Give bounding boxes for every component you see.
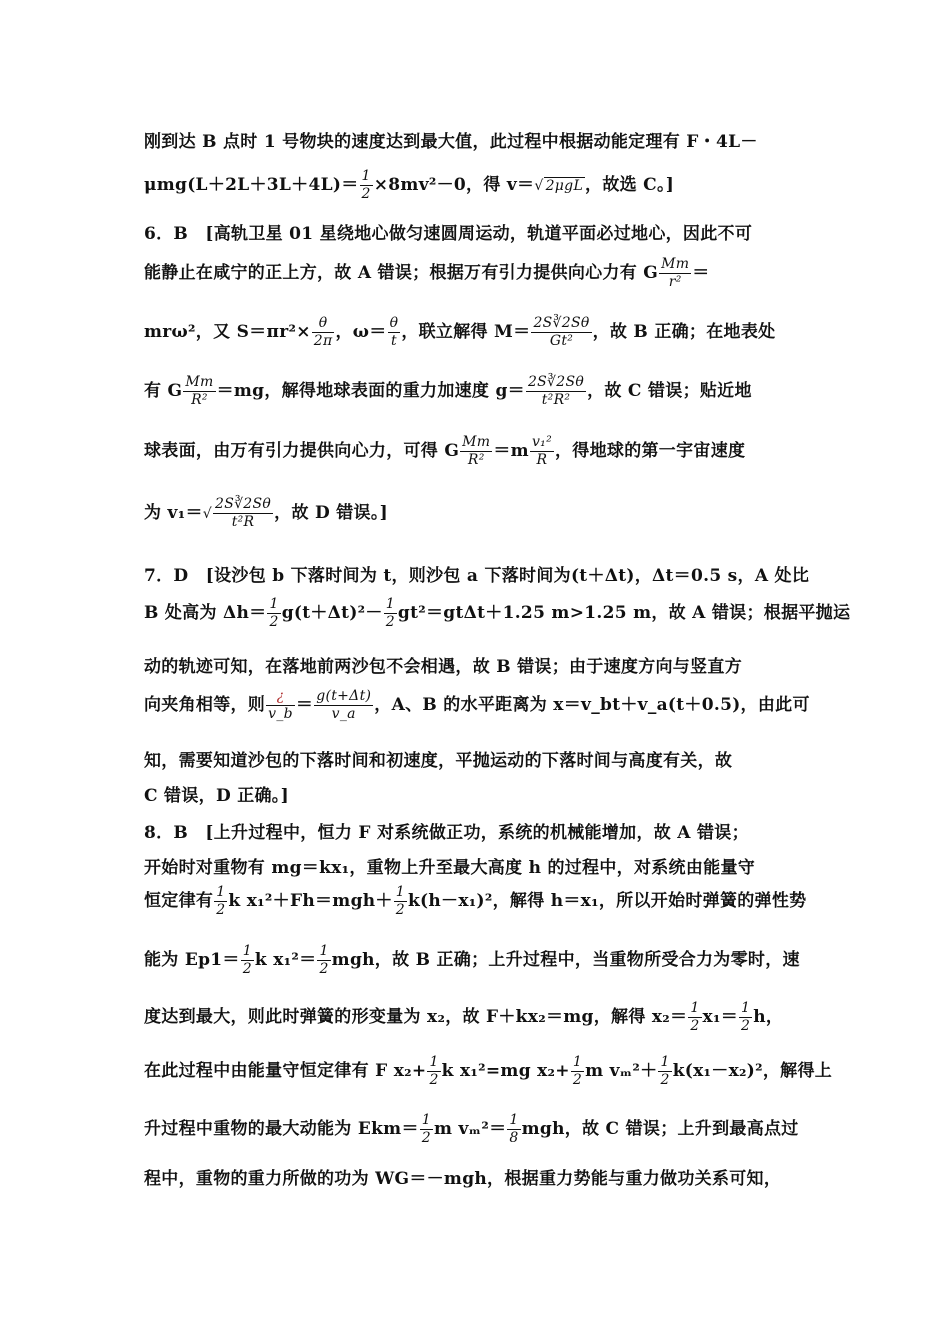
fraction: $\frac{1}{2}$ [395,884,405,918]
text-line: 开始时对重物有 mg＝kx₁，重物上升至最大高度 h 的过程中，对系统由能量守 [144,858,756,878]
text-line: 升过程中重物的最大动能为 Ekm＝ $\frac{1}{2}$ m vₘ²＝ $\frac{1}{8}$ mgh，故 C 错误；上升到最高点过 [144,1112,799,1146]
fraction: $\frac{¿}{v\_b}$ [268,688,293,722]
text-line: 度达到最大，则此时弹簧的形变量为 x₂，故 F＋kx₂＝mg，解得 x₂＝ $\frac{1}{2}$ x₁＝ $\frac{1}{2}$ h， [144,1000,784,1034]
fraction: $\frac{1}{2}$ [269,596,279,630]
text-line: 动的轨迹可知，在落地前两沙包不会相遇，故 B 错误；由于速度方向与竖直方 [144,657,743,677]
fraction: $\frac{1}{8}$ [509,1112,519,1146]
text-line: μmg(L＋2L＋3L＋4L)＝ $\frac{1}{2}$ ×8mv²－0，得 v＝√ 2μgL ，故选 C。] [144,168,675,202]
text-line: 为 v₁＝√ $\frac{2S∛2S\theta}{\text{t²R}}$ ，故 D 错误。] [144,496,388,530]
fraction: $\frac{1}{2}$ [429,1054,439,1088]
fraction: $\frac{\text{v₁²}}{R}$ [531,434,552,468]
text-line: 有 G $\frac{Mm}{\text{R²}}$ ＝mg，解得地球表面的重力加速度 g＝ $\frac{2S∛2S\theta}{\text{t²R²}}$ ，故 C 错误；贴近地 [144,374,752,408]
fraction: $\frac{Mm}{\text{R²}}$ [462,434,491,468]
fraction: $\frac{1}{2}$ [690,1000,700,1034]
text-line: 8．B [上升过程中，恒力 F 对系统做正功，系统的机械能增加，故 A 错误； [144,823,749,843]
fraction: $\frac{g(t+\Delta t)}{v\_a}$ [316,688,372,722]
radical: √ [202,506,212,522]
text-line: 程中，重物的重力所做的功为 WG＝－mgh，根据重力势能与重力做功关系可知， [144,1169,782,1189]
text-line: 在此过程中由能量守恒定律有 F x₂+ $\frac{1}{2}$ k x₁²=mg x₂+ $\frac{1}{2}$ m vₘ²＋ $\frac{1}{2}$ k(x₁－x₂)²，解得上 [144,1054,833,1088]
text-line: 能静止在咸宁的正上方，故 A 错误；根据万有引力提供向心力有 G $\frac{Mm}{\text{r²}}$ ＝ [144,256,710,290]
fraction: $\frac{1}{2}$ [242,943,252,977]
fraction: $\frac{\theta}{2\pi}$ [313,315,333,349]
text-line: 6．B [高轨卫星 01 星绕地心做匀速圆周运动，轨道平面必过地心，因此不可 [144,224,753,244]
fraction: $\frac{1}{2}$ [216,884,226,918]
text-line: C 错误，D 正确。] [144,786,289,806]
fraction: $\frac{1}{2}$ [660,1054,670,1088]
text-line: 恒定律有 $\frac{1}{2}$ k x₁²＋Fh＝mgh＋ $\frac{1}{2}$ k(h－x₁)²，解得 h＝x₁，所以开始时弹簧的弹性势 [144,884,807,918]
text-line: 7．D [设沙包 b 下落时间为 t，则沙包 a 下落时间为(t＋Δt)，Δt＝0.5 s，A 处比 [144,566,810,586]
fraction: $\frac{1}{2}$ [572,1054,583,1088]
text-line: 知，需要知道沙包的下落时间和初速度，平抛运动的下落时间与高度有关，故 [144,751,733,771]
radical: √ 2μgL [534,178,584,194]
text-line: 向夹角相等，则 $\frac{¿}{v\_b}$ ＝ $\frac{g(t+\Delta t)}{v\_a}$ ，A、B 的水平距离为 x＝v_bt＋v_a(t＋0.5)，由此可 [144,688,810,722]
text-line: 球表面，由万有引力提供向心力，可得 G $\frac{Mm}{\text{R²}}$ ＝m $\frac{\text{v₁²}}{R}$ ，得地球的第一宇宙速度 [144,434,746,468]
fraction: $\frac{1}{2}$ [421,1112,431,1146]
fraction: $\frac{2S∛2S\theta}{\text{t²R}}$ [214,496,272,530]
fraction: $\frac{2S∛2S\theta}{\text{Gt²}}$ [533,315,590,349]
text-line: mrω²，又 S＝πr²× $\frac{\theta}{2\pi}$ ，ω＝ $\frac{\theta}{t}$ ，联立解得 M＝ $\frac{2S∛2S\theta}{\text{Gt²}}$ ，故 B 正确；在地表处 [144,315,776,349]
fraction: $\frac{Mm}{\text{R²}}$ [185,374,214,408]
fraction: $\frac{Mm}{\text{r²}}$ [661,256,690,290]
text-line: B 处高为 Δh＝ $\frac{1}{2}$ g(t＋Δt)²－ $\frac{1}{2}$ gt²＝gtΔt＋1.25 m>1.25 m，故 A 错误；根据平抛运 [144,596,851,630]
fraction: $\frac{1}{2}$ [361,168,371,202]
fraction: $\frac{1}{2}$ [741,1000,751,1034]
fraction: $\frac{2S∛2S\theta}{\text{t²R²}}$ [527,374,585,408]
fraction: $\frac{1}{2}$ [319,943,329,977]
fraction: $\frac{\theta}{t}$ [389,315,399,349]
text-line: 能为 Ep1＝ $\frac{1}{2}$ k x₁²＝ $\frac{1}{2}$ mgh，故 B 正确；上升过程中，当重物所受合力为零时，速 [144,943,800,977]
text-line: 刚到达 B 点时 1 号物块的速度达到最大值，此过程中根据动能定理有 F・4L－ [144,132,758,152]
fraction: $\frac{1}{2}$ [385,596,395,630]
